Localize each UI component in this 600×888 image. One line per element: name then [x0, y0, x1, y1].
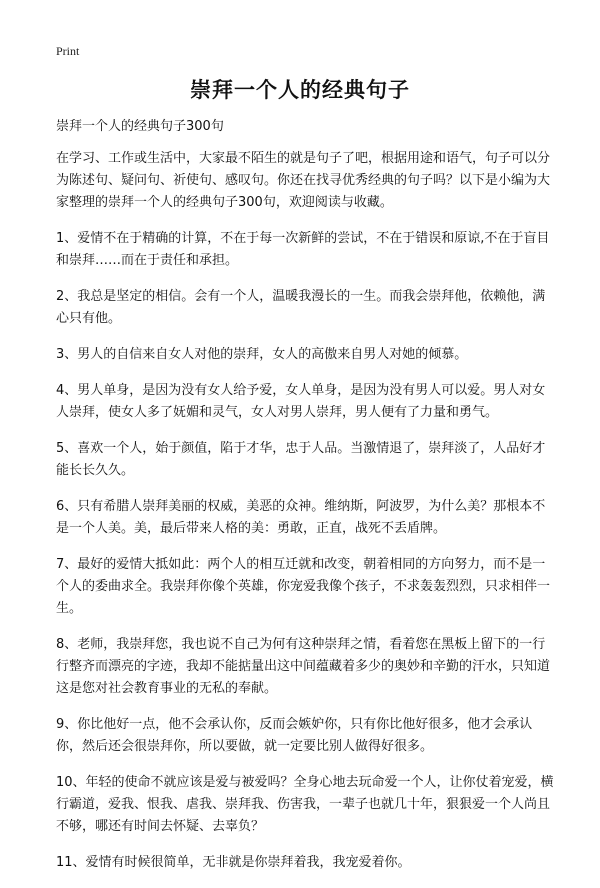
quote-item-3: 3、男人的自信来自女人对他的崇拜，女人的高傲来自男人对她的倾慕。: [56, 347, 468, 362]
quote-item-5: 5、喜欢一个人，始于颜值，陷于才华，忠于人品。当激情退了，崇拜淡了，人品好才能长长久久。: [56, 441, 546, 478]
quote-item-9: 9、你比他好一点，他不会承认你，反而会嫉妒你，只有你比他好很多，他才会承认你，然后还会很崇拜你，所以要做，就一定要比别人做得好很多。: [56, 717, 533, 754]
quote-item-4: 4、男人单身，是因为没有女人给予爱，女人单身，是因为没有男人可以爱。男人对女人崇拜，使女人多了妩媚和灵气，女人对男人崇拜，男人便有了力量和勇气。: [56, 383, 546, 420]
quote-item-10: 10、年轻的使命不就应该是爱与被爱吗？全身心地去玩命爱一个人，让你仗着宠爱，横行霸道，爱我、恨我、虐我、崇拜我、伤害我，一辈子也就几十年，狠狠爱一个人尚且不够，哪还有时间去怀疑、去辜负？: [56, 775, 554, 834]
quote-item-11: 11、爱情有时候很简单，无非就是你崇拜着我，我宠爱着你。: [56, 855, 411, 870]
quote-item-7: 7、最好的爱情大抵如此：两个人的相互迁就和改变，朝着相同的方向努力，而不是一个人的委曲求全。我崇拜你像个英雄，你宠爱我像个孩子，不求轰轰烈烈，只求相伴一生。: [56, 557, 551, 616]
quote-item-8: 8、老师，我崇拜您，我也说不自己为何有这种崇拜之情，看着您在黑板上留下的一行行整齐而漂亮的字迹，我却不能掂量出这中间蕴藏着多少的奥妙和辛勤的汗水，只知道这是您对社会教育事业的无私的奉献。: [56, 637, 551, 696]
page-title: 崇拜一个人的经典句子: [190, 78, 410, 102]
quote-item-1: 1、爱情不在于精确的计算，不在于每一次新鲜的尝试，不在于错误和原谅,不在于盲目和崇拜……而在于责任和承担。: [56, 231, 550, 268]
print-link[interactable]: Print: [56, 44, 80, 58]
intro-paragraph: 在学习、工作或生活中，大家最不陌生的就是句子了吧，根据用途和语气，句子可以分为陈述句、疑问句、祈使句、感叹句。你还在找寻优秀经典的句子吗？以下是小编为大家整理的崇拜一个人的经典句子300句，欢迎阅读与收藏。: [56, 151, 551, 210]
quote-item-6: 6、只有希腊人崇拜美丽的权威，美恶的众神。维纳斯，阿波罗，为什么美？那根本不是一个人美。美，最后带来人格的美：勇敢，正直，战死不丢盾牌。: [56, 499, 546, 536]
quote-item-2: 2、我总是坚定的相信。会有一个人，温暖我漫长的一生。而我会崇拜他，依赖他，满心只有他。: [56, 289, 546, 326]
article-body: [56, 116, 556, 888]
article-subtitle: 崇拜一个人的经典句子300句: [56, 119, 224, 134]
